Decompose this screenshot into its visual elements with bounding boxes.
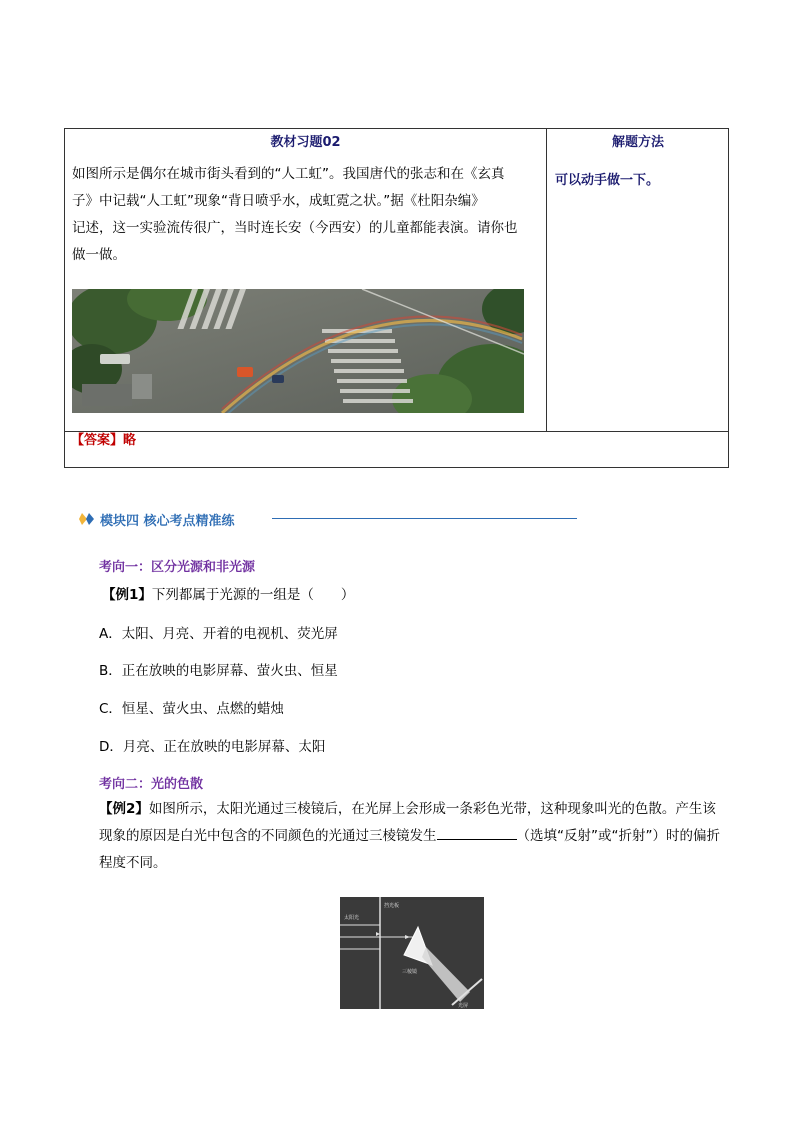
option-a: A．太阳、月亮、开着的电视机、荧光屏 (99, 626, 338, 642)
diamond-icon (78, 511, 96, 530)
artificial-rainbow-photo (72, 289, 524, 413)
exercise-line: 子》中记载“人工虹”现象“背日喷乎水，成虹霓之状。”据《杜阳杂编》 (72, 193, 485, 209)
answer-row (71, 431, 136, 451)
screen-label: 光屏 (458, 1003, 469, 1009)
module-rule (272, 518, 577, 519)
module-title: 模块四 核心考点精准练 (100, 514, 235, 529)
answer-divider (65, 431, 728, 432)
column-divider (546, 129, 547, 431)
example-2-question (99, 796, 727, 877)
question-text-part-1: 如图所示，太阳光通过三棱镜后，在光屏上会形成一条彩色光带，这种现象叫光的色散。产生该现象的原因是白光中包含的不同颜色的光通过三棱镜发生 (99, 801, 716, 844)
answer-blank[interactable] (437, 825, 517, 840)
example-tag: 【例1】 (102, 587, 152, 603)
section-heading: 考向二：光的色散 (99, 777, 204, 792)
question-text-part-2: （选填“反射”或“折射”）时的偏折程度不同。 (99, 828, 720, 871)
section-heading: 考向一：区分光源和非光源 (99, 560, 256, 575)
sunlight-label: 太阳光 (344, 915, 360, 921)
prism-dispersion-figure (340, 897, 484, 1009)
answer-value: 略 (123, 433, 137, 448)
exercise-text (72, 161, 542, 269)
method-header: 解题方法 (611, 135, 664, 150)
question-text: 下列都属于光源的一组是（ ） (151, 587, 355, 603)
example-1-question (102, 583, 354, 603)
slit-label: 挡光板 (384, 903, 400, 909)
method-text: 可以动手做一下。 (555, 173, 660, 188)
option-b: B．正在放映的电影屏幕、萤火虫、恒星 (99, 663, 338, 679)
exercise-line: 记述，这一实验流传很广，当时连长安（今西安）的儿童都能表演。请你也 (72, 220, 518, 236)
exercise-line: 如图所示是偶尔在城市街头看到的“人工虹”。我国唐代的张志和在《玄真 (72, 166, 505, 182)
exercise-table (64, 128, 729, 468)
option-c: C．恒星、萤火虫、点燃的蜡烛 (99, 701, 284, 717)
option-d: D．月亮、正在放映的电影屏幕、太阳 (99, 739, 326, 755)
table-title: 教材习题02 (270, 135, 341, 150)
exercise-line: 做一做。 (72, 247, 126, 263)
example-tag: 【例2】 (99, 801, 149, 817)
answer-tag: 【答案】 (71, 433, 124, 448)
prism-label: 三棱镜 (402, 969, 418, 975)
